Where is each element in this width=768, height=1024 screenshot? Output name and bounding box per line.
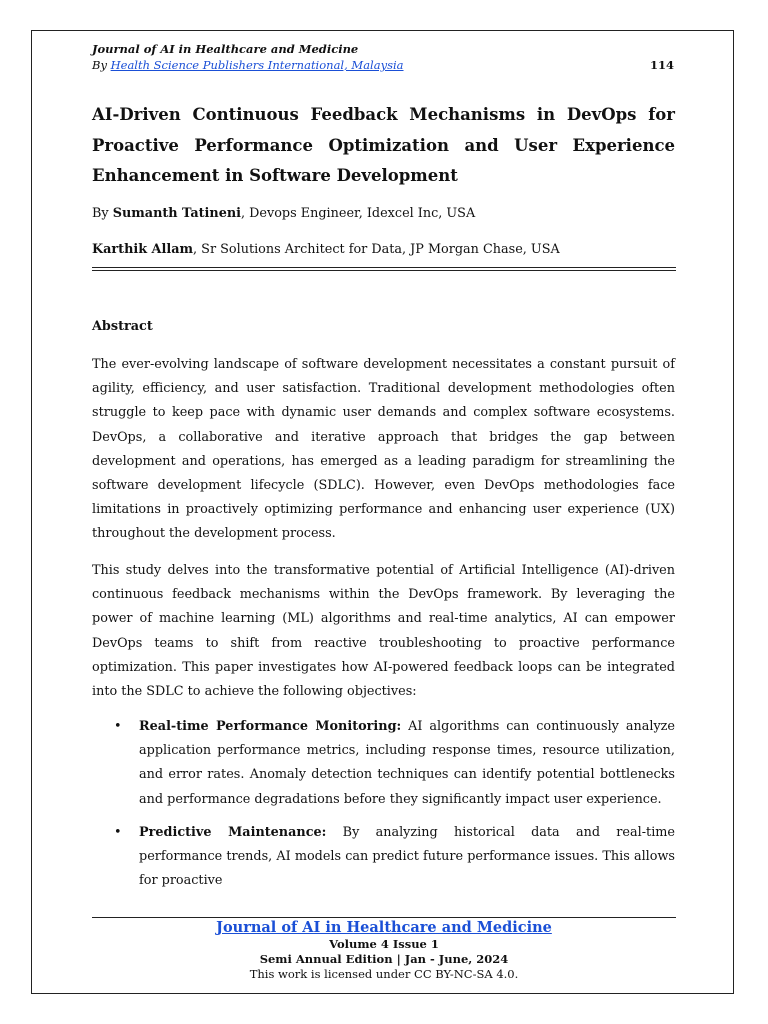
footer-volume: Volume 4 Issue 1 xyxy=(329,937,439,951)
abstract-paragraph: This study delves into the transformative potential of Artificial Intelligence (AI)-driven continuous feedback mechanisms within the DevOps framework. By leveraging the power of machine learning (ML) algorithms and real-time analytics, AI can empower DevOps teams to shift from reactive troubleshooting to proactive performance optimization. This paper investigates how AI-powered feedback loops can be integrated into the SDLC to achieve the following objectives: xyxy=(92,563,675,700)
abstract-heading: Abstract xyxy=(92,319,153,334)
author-line-2 xyxy=(92,242,560,257)
author-affiliation: , Devops Engineer, Idexcel Inc, USA xyxy=(241,206,476,221)
footer-edition: Semi Annual Edition | Jan - June, 2024 xyxy=(259,952,509,966)
list-item xyxy=(114,715,675,812)
page-number: 114 xyxy=(649,58,674,72)
author-line-1 xyxy=(92,206,475,221)
objectives-list xyxy=(114,715,675,902)
abstract-paragraph: The ever-evolving landscape of software development necessitates a constant pursuit of agility, efficiency, and user satisfaction. Traditional development methodologies often struggle to keep pace with dynamic user demands and complex software ecosystems. DevOps, a collaborative and iterative approach that bridges the gap between development and operations, has emerged as a leading paradigm for streamlining the software development lifecycle (SDLC). However, even DevOps methodologies face limitations in proactively optimizing performance and enhancing user experience (UX) throughout the development process. xyxy=(92,357,675,542)
author-name: Sumanth Tatineni xyxy=(112,206,242,221)
bullet-text: AI algorithms can continuously analyze application performance metrics, including response times, resource utilization, and error rates. Anomaly detection techniques can identify potential bottlenecks and performance degradations before they significantly impact user experience. xyxy=(139,719,675,807)
footer xyxy=(92,918,676,982)
footer-license: This work is licensed under CC BY-NC-SA 4.0. xyxy=(249,967,519,981)
publisher-link[interactable]: Health Science Publishers International, Malaysia xyxy=(110,58,404,72)
bullet-term: Predictive Maintenance: xyxy=(139,824,327,840)
header-journal-name: Journal of AI in Healthcare and Medicine xyxy=(92,42,359,56)
footer-journal-link[interactable]: Journal of AI in Healthcare and Medicine xyxy=(216,919,552,936)
list-item xyxy=(114,821,675,894)
author-prefix: By xyxy=(92,206,113,221)
divider-rule xyxy=(92,267,676,268)
bullet-term: Real-time Performance Monitoring: xyxy=(139,719,402,734)
paper-title: AI-Driven Continuous Feedback Mechanisms in DevOps for Proactive Performance Optimization and User Experience Enhancement in Software Development xyxy=(92,105,675,185)
divider-rule xyxy=(92,270,676,271)
author-affiliation: , Sr Solutions Architect for Data, JP Morgan Chase, USA xyxy=(193,242,560,257)
header-publisher-line xyxy=(92,58,404,72)
bullet-icon: • xyxy=(114,719,122,734)
bullet-icon: • xyxy=(114,824,122,840)
author-name: Karthik Allam xyxy=(92,242,194,257)
bullet-text: By analyzing historical data and real-time performance trends, AI models can predict future performance issues. This allows for proactive xyxy=(139,824,675,889)
header-by-prefix: By xyxy=(92,58,107,72)
